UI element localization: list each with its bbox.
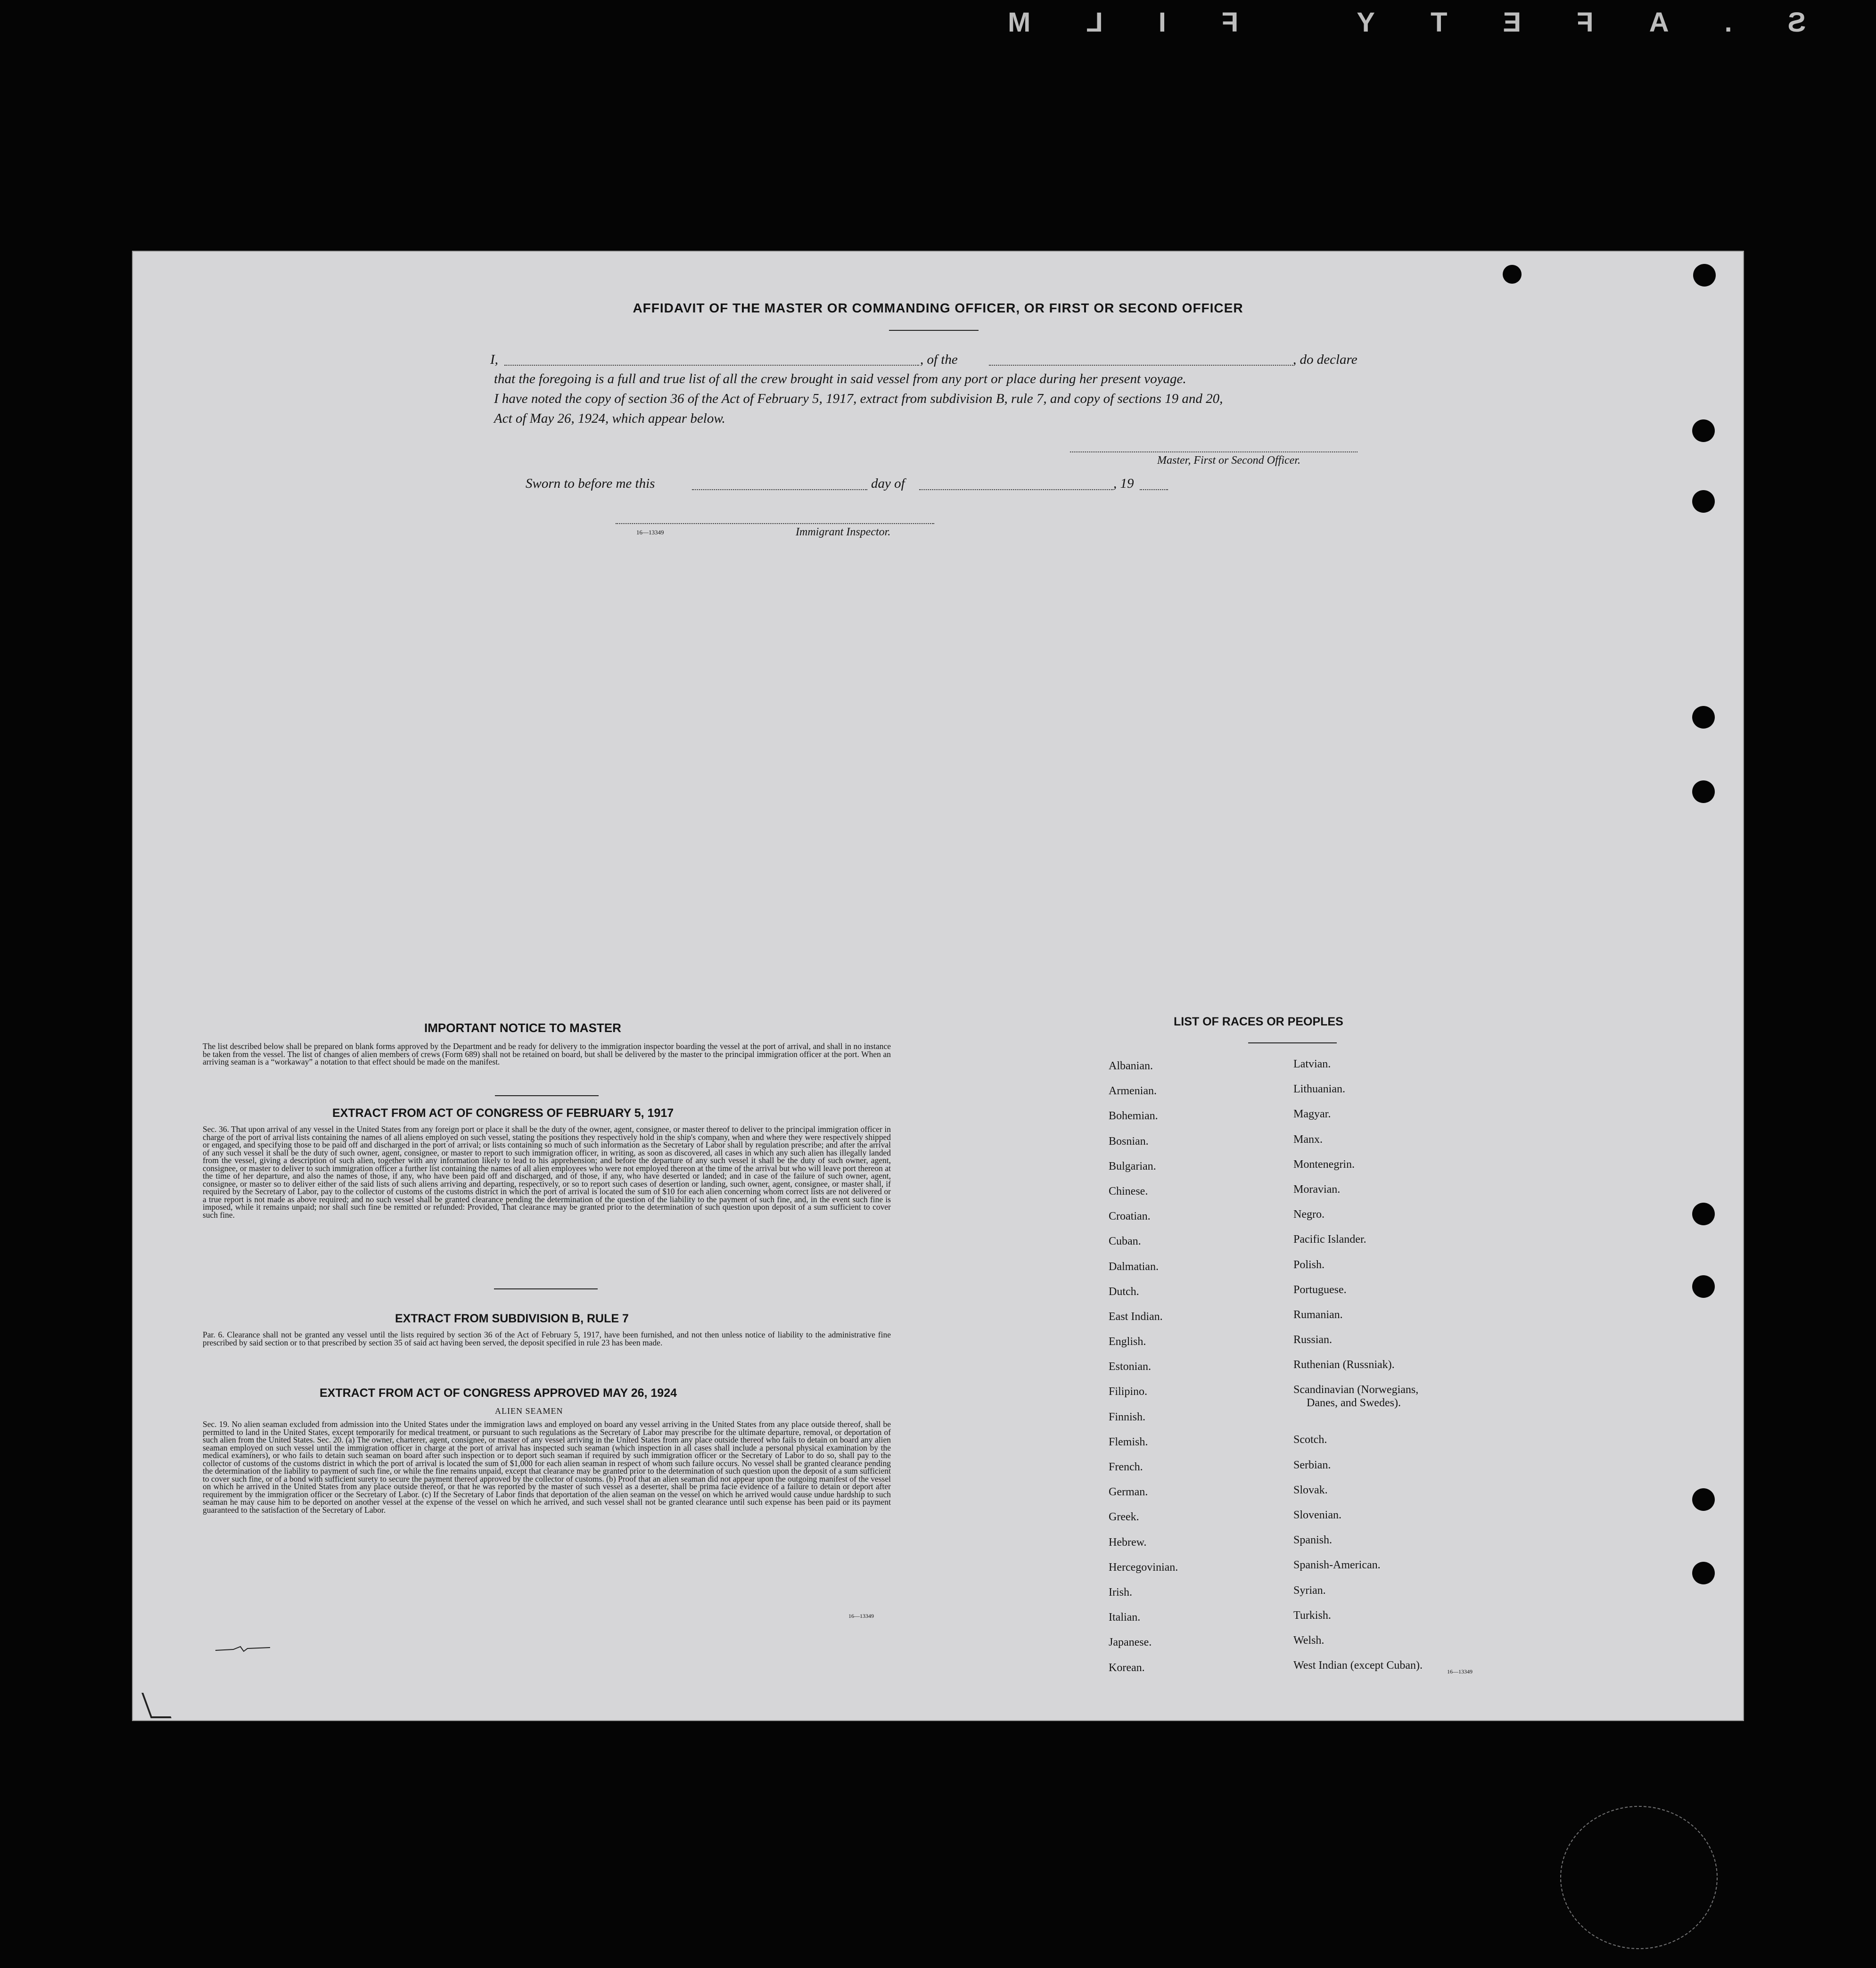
affidavit-line3: I have noted the copy of section 36 of the Act of February 5, 1917, extract from subdivision B, rule 7, and copy of sections 19 and 20, [494,391,1223,406]
race-item: Russian. [1293,1334,1333,1346]
alien-seamen-subtitle: ALIEN SEAMEN [495,1406,563,1416]
handwritten-checkmark [214,1645,271,1654]
form-number: 16—13349 [636,529,664,536]
inspector-signature-line[interactable] [616,523,934,524]
race-item: Irish. [1109,1586,1132,1599]
race-item: Albanian. [1109,1060,1153,1072]
race-item: Portuguese. [1293,1283,1347,1296]
punch-hole [1692,1488,1715,1511]
races-title: LIST OF RACES OR PEOPLES [1174,1015,1343,1028]
race-item: Chinese. [1109,1185,1148,1197]
punch-hole [1503,265,1522,284]
extract-1924-text: Sec. 19. No alien seaman excluded from admission into the United States under the immigration laws and employed on board any vessel arriving in the United States from any place outside thereof, shall be permitted to land in the United States, except temporarily for medical treatment, or pursuant to such regulations as the Secretary of Labor may prescribe for the ultimate departure, removal, or deportation of such alien from the United States. Sec. 20. (a) The owner, charterer, agent, consignee, or master of any vessel arriving in the United States from any place outside thereof who fails to detain on board any alien seaman employed on such vessel until the immigration officer in charge at the port of arrival has inspected such seaman (which inspection in all cases shall include a personal physical examination by the medical examiners), or who fails to detain such seaman on board after such inspection or to deport such seaman if required by such immigration officer or the Secretary of Labor to do so, shall pay to the collector of customs of the customs district in which the port of arrival is located the sum of $1,000 for each alien seaman in respect of whom such failure occurs. No vessel shall be granted clearance pending the determination of the liability to payment of such fine, or while the fine remains unpaid, except that clearance may be granted prior to the determination of such question upon the deposit of a sum sufficient to cover such fine, or of a bond with sufficient surety to secure the payment thereof approved by the collector of customs. (b) Proof that an alien seaman did not appear upon the outgoing manifest of the vessel on which he arrived in the United States from any place outside thereof, or that he was reported by the master of such vessel as a deserter, shall be prima facie evidence of a failure to detain or deport after requirement by the immigration officer or the Secretary of Labor. (c) If the Secretary of Labor finds that deportation of the alien seaman on the vessel on which he arrived would cause undue hardship to such seaman he may cause him to be deported on another vessel at the expense of the vessel on which he arrived, and such vessel shall not be granted clearance until such expense has been paid or its payment guaranteed to the satisfaction of the Secretary of Labor. [203,1419,891,1515]
affidavit-i: I, [490,352,498,367]
race-item: Spanish-American. [1293,1559,1381,1572]
vessel-blank[interactable] [989,365,1293,366]
title-divider [889,330,979,331]
subdivision-text: Par. 6. Clearance shall not be granted any vessel until the lists required by section 36 of the Act of February 5, 1917, have been furnished, and not then unless notice of liability to the administrative fine prescribed by said section or to that prescribed by section 35 of said act having been served, the deposit specified in rule 23 has been made. [203,1330,891,1347]
extract-1924-title: EXTRACT FROM ACT OF CONGRESS APPROVED MAY 26, 1924 [320,1386,677,1400]
affidavit-declare: , do declare [1293,352,1358,367]
race-item: Lithuanian. [1293,1083,1345,1096]
race-item: Korean. [1109,1661,1145,1674]
race-item: Latvian. [1293,1058,1331,1070]
race-item: Pacific Islander. [1293,1233,1366,1246]
race-item: Dutch. [1109,1285,1139,1298]
race-item: Hebrew. [1109,1536,1147,1549]
race-item: Welsh. [1293,1634,1325,1647]
section-divider [494,1288,598,1289]
folded-corner [141,1693,172,1718]
inspector-label: Immigrant Inspector. [796,526,891,538]
race-item: Magyar. [1293,1108,1331,1121]
embossed-seal [1560,1806,1718,1949]
year-text: , 19 [1113,476,1134,491]
race-item: Croatian. [1109,1210,1151,1223]
extract-1917-text: Sec. 36. That upon arrival of any vessel in the United States from any foreign port or place it shall be the duty of the owner, agent, consignee, or master thereof to deliver to the principal immigration officer in charge of the port of arrival lists containing the names of all aliens employed on such vessel, stating the positions they respectively hold in the ship's company, when and where they were respectively shipped or engaged, and specifying those to be paid off and discharged in the port of arrival; or lists containing so much of such information as the Secretary of Labor shall by regulation prescribe; and after the arrival of any such vessel it shall be the duty of such owner, agent, consignee, or master to report to such immigration officer, in writing, as soon as discovered, all cases in which any such alien has illegally landed from the vessel, giving a description of such alien, together with any information likely to lead to his apprehension; and before the departure of any such vessel it shall be the duty of such owner, agent, consignee, or master to deliver to such immigration officer a further list containing the names of all alien employees who were not employed thereon at the time of the arrival but who will leave port thereon at the time of her departure, and also the names of those, if any, who have been paid off and discharged, and of those, if any, who have deserted or landed; and in case of the failure of such owner, agent, consignee, or master so to deliver either of the said lists of such aliens arriving and departing, respectively, or so to report such cases of desertion or landing, such owner, agent, consignee, or master shall, if required by the Secretary of Labor, pay to the collector of customs of the customs district in which the port of arrival is located the sum of $10 for each alien concerning whom correct lists are not delivered or a true report is not made as above required; and no such vessel shall be granted clearance pending the determination of the question of the liability to the payment of such fine, and, in the event such fine is imposed, while it remains unpaid; nor shall such fine be remitted or refunded: Provided, That clearance may be granted prior to the determination of such question upon deposit of a sum sufficient to cover such fine. [203,1124,891,1220]
race-item: Scotch. [1293,1434,1327,1446]
film-edge-text: S.AFETY FILM [952,7,1806,38]
punch-hole [1692,419,1715,442]
race-item: Finnish. [1109,1410,1146,1423]
race-item: German. [1109,1486,1148,1499]
race-item: Moravian. [1293,1183,1341,1196]
race-item: Montenegrin. [1293,1158,1355,1171]
race-item: Polish. [1293,1258,1325,1271]
punch-hole [1692,706,1715,729]
section-divider [495,1095,599,1096]
race-item: Manx. [1293,1133,1323,1146]
notice-text: The list described below shall be prepared on blank forms approved by the Department and be ready for delivery to the immigration inspector boarding the vessel at the port of arrival, and shall in no instance be taken from the vessel. The list of changes of alien members of crews (Form 689) shall not be retained on board, but shall be delivered by the master to the principal immigration officer at the port. When an arriving seaman is a “workaway” a notation to that effect should be made on the manifest. [203,1041,891,1066]
name-blank[interactable] [504,365,919,366]
subdivision-title: EXTRACT FROM SUBDIVISION B, RULE 7 [395,1312,629,1325]
master-label: Master, First or Second Officer. [1157,454,1300,467]
race-item: Armenian. [1109,1085,1157,1098]
affidavit-line4: Act of May 26, 1924, which appear below. [494,411,725,426]
punch-hole [1692,1203,1715,1225]
race-item: Scandinavian (Norwegians, [1293,1384,1419,1396]
race-item: Negro. [1293,1208,1325,1221]
race-item: Ruthenian (Russniak). [1293,1359,1395,1371]
race-item: Slovenian. [1293,1509,1341,1521]
race-item: Syrian. [1293,1584,1326,1597]
race-item: French. [1109,1461,1143,1473]
notice-title: IMPORTANT NOTICE TO MASTER [424,1021,621,1035]
race-item: English. [1109,1336,1146,1348]
races-column-1 [1109,1054,1178,1681]
form-number: 16—13349 [1447,1668,1473,1675]
punch-hole [1693,264,1716,287]
sworn-text: Sworn to before me this [526,476,655,491]
master-signature-line[interactable] [1070,451,1358,452]
sworn-day-blank[interactable] [692,489,867,490]
race-item: Estonian. [1109,1361,1151,1373]
year-blank[interactable] [1140,489,1168,490]
document-sheet [132,251,1744,1721]
races-divider [1248,1042,1337,1043]
race-item: Flemish. [1109,1435,1148,1448]
race-item: Bohemian. [1109,1110,1158,1123]
races-column-2 [1293,1052,1423,1678]
race-item: Danes, and Swedes). [1307,1397,1401,1410]
race-item: Filipino. [1109,1386,1148,1398]
race-item: Bulgarian. [1109,1160,1156,1173]
race-item: West Indian (except Cuban). [1293,1659,1423,1672]
affidavit-title: AFFIDAVIT OF THE MASTER OR COMMANDING OFFICER, OR FIRST OR SECOND OFFICER [633,301,1243,315]
month-blank[interactable] [919,489,1113,490]
race-item: Serbian. [1293,1459,1331,1471]
race-item: East Indian. [1109,1310,1163,1323]
race-item: Turkish. [1293,1609,1331,1622]
race-item: Spanish. [1293,1534,1333,1547]
extract-1917-title: EXTRACT FROM ACT OF CONGRESS OF FEBRUARY 5, 1917 [332,1107,674,1120]
race-item: Slovak. [1293,1484,1328,1496]
race-item: Japanese. [1109,1636,1152,1649]
form-number: 16—13349 [848,1613,874,1619]
race-item: Bosnian. [1109,1135,1149,1148]
affidavit-of-the: , of the [920,352,958,367]
punch-hole [1692,1562,1715,1584]
race-item: Hercegovinian. [1109,1561,1178,1574]
race-item: Italian. [1109,1611,1141,1624]
punch-hole [1692,490,1715,513]
punch-hole [1692,1275,1715,1298]
affidavit-line2: that the foregoing is a full and true list of all the crew brought in said vessel from any port or place during her present voyage. [494,371,1186,386]
day-of-text: day of [871,476,905,491]
race-item: Greek. [1109,1511,1139,1524]
race-item: Cuban. [1109,1235,1141,1248]
punch-hole [1692,780,1715,803]
race-item: Rumanian. [1293,1308,1343,1321]
race-item: Dalmatian. [1109,1260,1159,1273]
